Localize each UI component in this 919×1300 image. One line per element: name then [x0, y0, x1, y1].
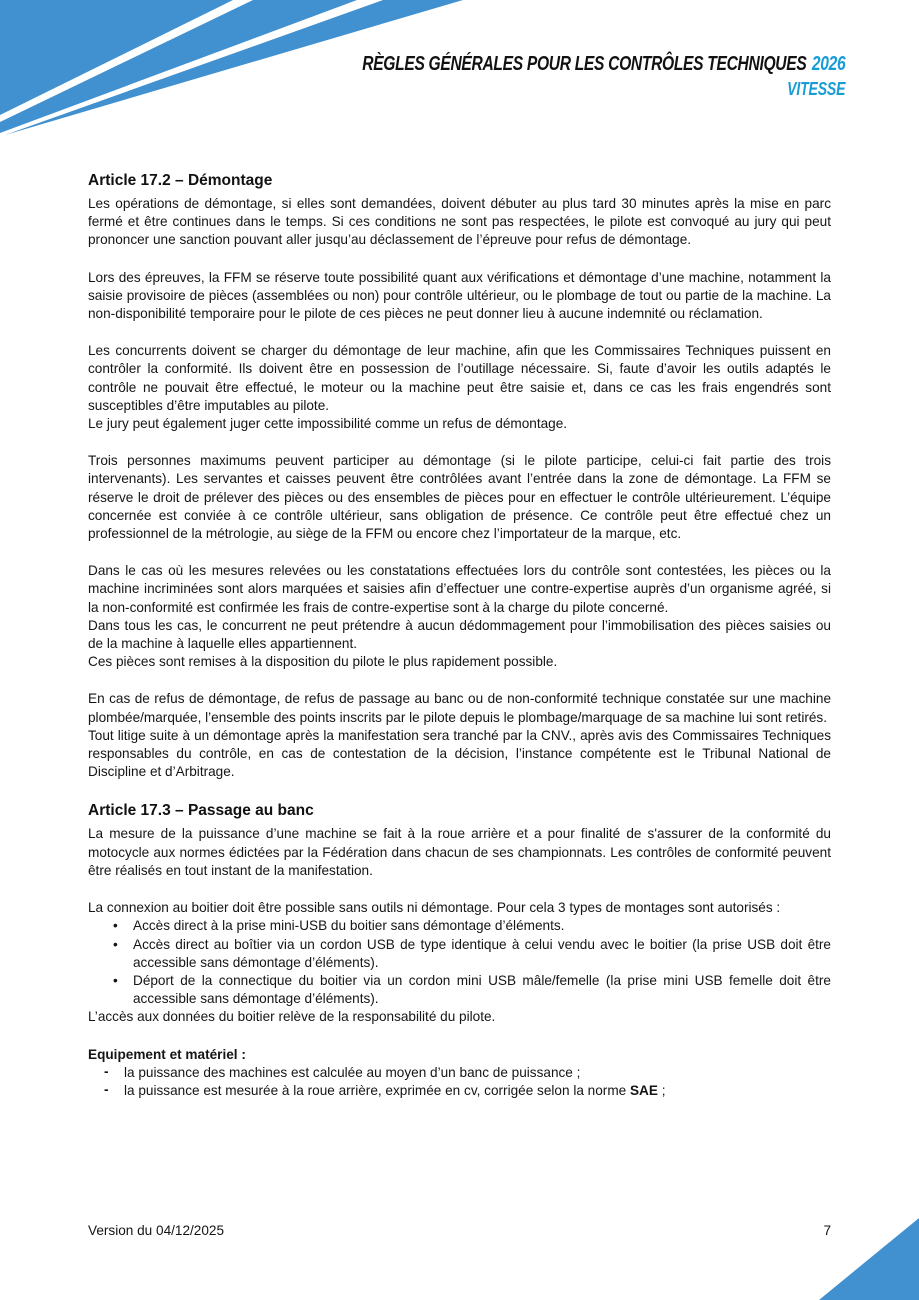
paragraph: Trois personnes maximums peuvent participer au démontage (si le pilote participe, celui-ci fait partie des trois intervenants). Les servantes et caisses peuvent être contrôlées avant l’entrée dans la zone de démontage. La FFM se réserve le droit de prélever des pièces ou des ensembles de pièces pour en effectuer le contrôle ultérieurement. L’équipe concernée est conviée à ce contrôle ultérieur, sans obligation de présence. Ce contrôle peut être effectué chez un professionnel de la métrologie, au siège de la FFM ou encore chez l’importateur de la marque, etc. [88, 453, 831, 542]
bullet-icon: • [113, 972, 118, 988]
document-subtitle: VITESSE [786, 79, 845, 99]
paragraph: En cas de refus de démontage, de refus de passage au banc ou de non-conformité technique constatée sur une machine plombée/marquée, l’ensemble des points inscrits par le pilote depuis le plombage/marquage de sa machine lui sont retirés. [88, 691, 831, 725]
list-item-text: Accès direct à la prise mini-USB du boitier sans démontage d’éléments. [133, 918, 565, 934]
article-17-3-heading: Article 17.3 – Passage au banc [88, 802, 314, 820]
equip2-text-bold: SAE [629, 1082, 658, 1098]
paragraph: Dans tous les cas, le concurrent ne peut prétendre à aucun dédommagement pour l’immobilisation des pièces saisies ou de la machine à laquelle elles appartiennent. [88, 617, 831, 652]
page-footer [88, 1223, 831, 1238]
bullet-icon: • [113, 936, 118, 952]
bullet-icon: • [113, 918, 118, 934]
list-item-text: Accès direct au boîtier via un cordon USB de type identique à celui vendu avec le boitier (la prise USB doit être accessible sans démontage d’éléments). [133, 936, 831, 970]
list-item-text: la puissance des machines est calculée au moyen d’un banc de puissance ; [124, 1064, 581, 1080]
header [226, 53, 845, 100]
paragraph: Tout litige suite à un démontage après la manifestation sera tranché par la CNV., après avis des Commissaires Techniques responsables du contrôle, en cas de contestation de la décision, l’instance compétente est le Tribunal National de Discipline et d’Arbitrage. [88, 727, 831, 780]
paragraph: Dans le cas où les mesures relevées ou les constatations effectuées lors du contrôle sont contestées, les pièces ou la machine incriminées sont alors marquées et saisies afin d’effectuer une contre-expertise auprès d’un organisme agréé, si la non-conformité est confirmée les frais de contre-expertise sont à la charge du pilote concerné. [88, 563, 831, 615]
list-item [88, 1064, 831, 1082]
dash-icon: - [104, 1081, 109, 1097]
paragraph: Ces pièces sont remises à la disposition du pilote le plus rapidement possible. [88, 654, 558, 670]
paragraph: La connexion au boitier doit être possible sans outils ni démontage. Pour cela 3 types de montages sont autorisés : [88, 900, 781, 916]
list-item [88, 917, 831, 935]
list-item [88, 1082, 831, 1100]
version-label: Version du 04/12/2025 [88, 1223, 225, 1238]
footer-corner-graphic [819, 1218, 919, 1300]
list-item-text: Déport de la connectique du boitier via un cordon mini USB mâle/femelle (la prise mini USB femelle doit être accessible sans démontage d’éléments). [133, 972, 831, 1007]
document-body [88, 171, 831, 1100]
paragraph: Lors des épreuves, la FFM se réserve toute possibilité quant aux vérifications et démontage d’une machine, notamment la saisie provisoire de pièces (assemblées ou non) pour contrôle ultérieur, ou le plombage de tout ou partie de la machine. La non-disponibilité temporaire pour le pilote de ces pièces ne peut donner lieu à aucune indemnité ou réclamation. [88, 269, 831, 322]
list-item [88, 936, 831, 972]
paragraph: Les opérations de démontage, si elles sont demandées, doivent débuter au plus tard 30 minutes après la mise en parc fermé et être continues dans le temps. Si ces conditions ne sont pas respectées, le pilote est convoqué au jury qui peut prononcer une sanction pouvant aller jusqu’au déclassement de l’épreuve pour refus de démontage. [88, 196, 831, 248]
paragraph: L’accès aux données du boitier relève de la responsabilité du pilote. [88, 1009, 496, 1025]
paragraph: Le jury peut également juger cette impossibilité comme un refus de démontage. [88, 416, 568, 432]
document-title-year: 2026 [811, 53, 845, 75]
equip2-text-post: ; [657, 1082, 666, 1098]
usb-access-list [88, 917, 831, 1008]
document-title [362, 53, 845, 76]
list-item [88, 972, 831, 1008]
document-title-text: RÈGLES GÉNÉRALES POUR LES CONTRÔLES TECHNIQUES [361, 53, 807, 75]
article-17-2-heading: Article 17.2 – Démontage [88, 172, 273, 189]
equip2-text-pre: la puissance est mesurée à la roue arrière, exprimée en cv, corrigée selon la norme [124, 1082, 630, 1098]
paragraph: Les concurrents doivent se charger du démontage de leur machine, afin que les Commissaires Techniques puissent en contrôler la conformité. Ils doivent être en possession de l’outillage nécessaire. Si, faute d’avoir les outils adaptés le contrôle ne pouvait être effectué, le moteur ou la machine peut être saisie et, dans ce cas les frais engendrés sont susceptibles d’être imputables au pilote. [88, 343, 831, 413]
dash-icon: - [104, 1063, 109, 1079]
equipment-heading: Equipement et matériel : [88, 1046, 246, 1062]
equipment-list [88, 1064, 831, 1100]
paragraph: La mesure de la puissance d’une machine se fait à la roue arrière et a pour finalité de s'assurer de la conformité du motocycle aux normes édictées par la Fédération dans chacun de ses championnats. Les contrôles de conformité peuvent être réalisés en tout instant de la manifestation. [88, 826, 831, 878]
page-number: 7 [823, 1223, 831, 1238]
list-item-text [124, 1083, 666, 1098]
